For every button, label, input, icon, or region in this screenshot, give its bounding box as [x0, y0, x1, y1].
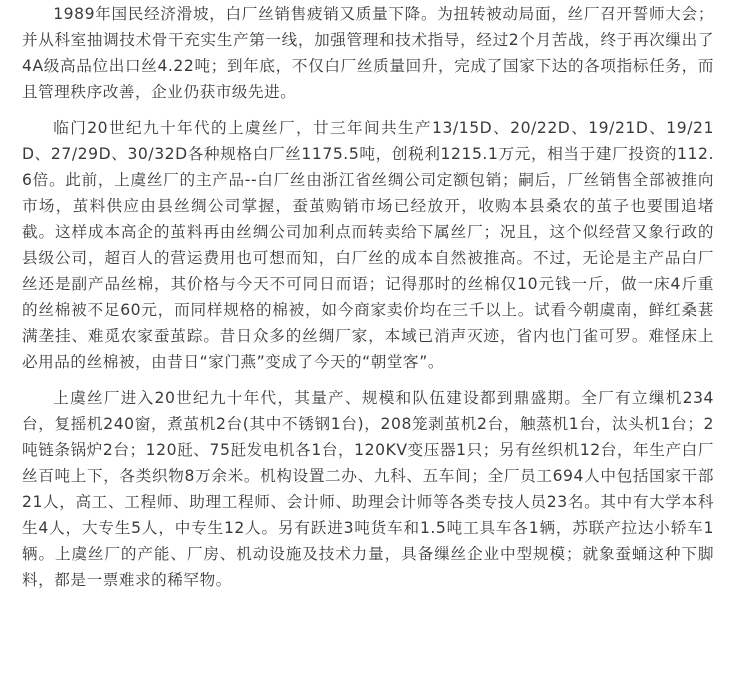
article-paragraph: 临门20世纪九十年代的上虞丝厂，廿三年间共生产13/15D、20/22D、19/21D、19/21D、27/29D、30/32D各种规格白厂丝1175.5吨，创税利1215.1万元，相当于建厂投资的112.6倍。此前，上虞丝厂的主产品--白厂丝由浙江省丝绸公司定额包销；嗣后，厂丝销售全部被推向市场，茧料供应由县丝绸公司掌握，蚕茧购销市场已经放开，收购本县桑农的茧子也要围追堵截。这样成本高企的茧料再由丝绸公司加利点而转卖给下属丝厂；况且，这个似经营又象行政的县级公司，超百人的营运费用也可想而知，白厂丝的成本自然被推高。不过，无论是主产品白厂丝还是副产品丝棉，其价格与今天不可同日而语；记得那时的丝棉仅10元钱一斤，做一床4斤重的丝棉被不足60元，而同样规格的棉被，如今商家卖价均在三千以上。试看今朝虞南，鲜红桑葚满垄挂、难觅农家蚕茧踪。昔日众多的丝绸厂家，本域已消声灭迹，省内也门雀可罗。难怪床上必用品的丝棉被，由昔日“家门燕”变成了今天的“朝堂客”。: [22, 119, 714, 371]
article-paragraph: 1989年国民经济滑坡，白厂丝销售疲销又质量下降。为扭转被动局面，丝厂召开誓师大会；并从科室抽调技术骨干充实生产第一线，加强管理和技术指导，经过2个月苦战，终于再次缫出了4A级高品位出口丝4.22吨；到年底，不仅白厂丝质量回升，完成了国家下达的各项指标任务，而且管理秩序改善，企业仍获市级先进。: [22, 5, 714, 101]
article-paragraph: 上虞丝厂进入20世纪九十年代，其量产、规模和队伍建设都到鼎盛期。全厂有立缫机234台，复摇机240窗，煮茧机2台(其中不锈钢1台)，208笼剥茧机2台，触蒸机1台，汰头机1台；2吨链条锅炉2台；120瓩、75瓩发电机各1台，120KV变压器1只；另有丝织机12台，年生产白厂丝百吨上下，各类织物8万余米。机构设置二办、九科、五车间；全厂员工694人中包括国家干部21人，高工、工程师、助理工程师、会计师、助理会计师等各类专技人员23名。其中有大学本科生4人，大专生5人，中专生12人。另有跃进3吨货车和1.5吨工具车各1辆，苏联产拉达小轿车1辆。上虞丝厂的产能、厂房、机动设施及技术力量，具备缫丝企业中型规模；就象蚕蛹这种下脚料，都是一票难求的稀罕物。: [22, 389, 714, 589]
